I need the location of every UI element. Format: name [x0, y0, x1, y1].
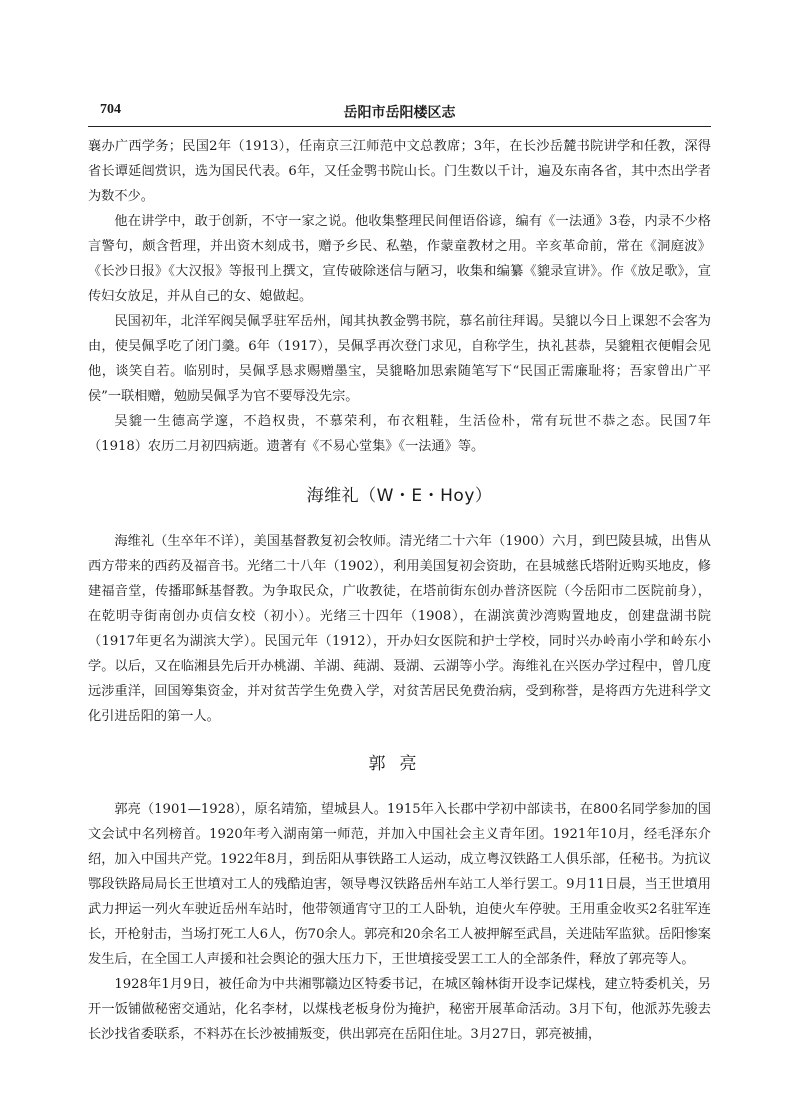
- running-title: 岳阳市岳阳楼区志: [343, 105, 456, 121]
- paragraph: 他在讲学中，敢于创新，不守一家之说。他收集整理民间俚语俗谚，编有《一法通》3卷，内录不少格言警句，颇含哲理，并出资木刻成书，赠予乡民、私塾，作蒙童教材之用。辛亥革命前，常在《洞庭波》《长沙日报》《大汉报》等报刊上撰文，宣传破除迷信与陋习，收集和编纂《貔录宣讲》。作《放足歌》，宣传妇女放足，并从自己的女、媳做起。: [88, 214, 711, 304]
- section-heading-guo-liang: 郭亮: [368, 754, 431, 774]
- page-number: 704: [100, 102, 121, 117]
- section-heading-hoy: 海维礼（W・E・Hoy）: [306, 486, 493, 506]
- paragraph: 襄办广西学务；民国2年（1913），任南京三江师范中文总教席；3年，在长沙岳麓书院讲学和任教，深得省长谭延闿赏识，选为国民代表。6年，又任金鹗书院山长。门生数以千计，遍及东南各省，其中杰出学者为数不少。: [88, 139, 711, 204]
- paragraph: 吴貔一生德高学邃，不趋权贵，不慕荣利，布衣粗鞋，生活俭朴，常有玩世不恭之态。民国7年（1918）农历二月初四病逝。遗著有《不易心堂集》《一法通》等。: [88, 414, 711, 454]
- paragraph: 民国初年，北洋军阀吴佩孚驻军岳州，闻其执教金鹗书院，慕名前往拜谒。吴貔以今日上课恕不会客为由，使吴佩孚吃了闭门羹。6年（1917），吴佩孚再次登门求见，自称学生，执礼甚恭，吴貔粗衣便帽会见他，谈笑自若。临别时，吴佩孚恳求赐赠墨宝，吴貔略加思索随笔写下“民国正需廉耻将；吾家曾出广平侯”一联相赠，勉励吴佩孚为官不要辱没先宗。: [88, 314, 711, 404]
- paragraph: 1928年1月9日，被任命为中共湘鄂赣边区特委书记，在城区翰林街开设李记煤栈，建立特委机关，另开一饭铺做秘密交通站，化名李材，以煤栈老板身份为掩护，秘密开展革命活动。3月下旬，他派苏先骏去长沙找省委联系，不料苏在长沙被捕叛变，供出郭亮在岳阳住址。3月27日，郭亮被捕，: [88, 977, 711, 1042]
- paragraph: 郭亮（1901—1928），原名靖笳，望城县人。1915年入长郡中学初中部读书，在800名同学参加的国文会试中名列榜首。1920年考入湖南第一师范，并加入中国社会主义青年团。1921年10月，经毛泽东介绍，加入中国共产党。1922年8月，到岳阳从事铁路工人运动，成立粤汉铁路工人俱乐部，任秘书。为抗议鄂段铁路局局长王世墳对工人的残酷迫害，领导粤汉铁路岳州车站工人举行罢工。9月11日晨，当王世墳用武力押运一列火车驶近岳州车站时，他带领通宵守卫的工人卧轨，迫使火车停驶。王用重金收买2名驻军连长，开枪射击，当场打死工人6人，伤70余人。郭亮和20余名工人被押解至武昌，关进陆军监狱。岳阳惨案发生后，在全国工人声援和社会舆论的强大压力下，王世墳接受罢工工人的全部条件，释放了郭亮等人。: [88, 802, 711, 967]
- paragraph: 海维礼（生卒年不详），美国基督教复初会牧师。清光绪二十六年（1900）六月，到巴陵县城，出售从西方带来的西药及福音书。光绪二十八年（1902），利用美国复初会资助，在县城慈氏塔附近购买地皮，修建福音堂，传播耶稣基督教。为争取民众，广收教徒，在塔前街东创办普济医院（今岳阳市二医院前身），在乾明寺街南创办贞信女校（初小）。光绪三十四年（1908），在湖滨黄沙湾购置地皮，创建盘湖书院（1917年更名为湖滨大学）。民国元年（1912），开办妇女医院和护士学校，同时兴办岭南小学和岭东小学。以后，又在临湘县先后开办桃湖、羊湖、莼湖、聂湖、云湖等小学。海维礼在兴医办学过程中，曾几度远涉重洋，回国筹集资金，并对贫苦学生免费入学，对贫苦居民免费治病，受到称誉，是将西方先进科学文化引进岳阳的第一人。: [88, 534, 711, 724]
- page-header: [88, 100, 711, 127]
- page-content: [88, 134, 711, 1047]
